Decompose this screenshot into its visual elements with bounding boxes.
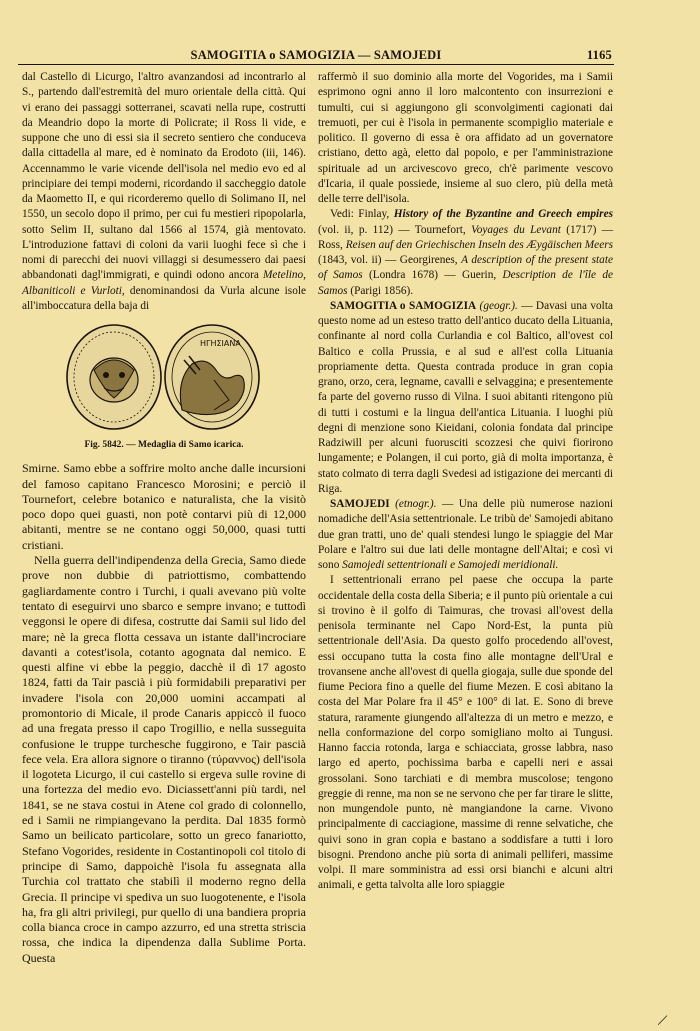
bib-text-5: (Londra 1678) — Guerin, xyxy=(362,269,503,282)
page-number: 1165 xyxy=(586,48,612,62)
entry-samojedi-headword: SAMOJEDI xyxy=(330,498,390,510)
left-paragraph-1 xyxy=(22,70,306,314)
entry-samogitia xyxy=(318,299,613,497)
bib-text-2: (vol. ii, p. 112) — Tournefort, xyxy=(318,223,472,236)
left-p1-text: dal Castello di Licurgo, l'altro avanzandosi ad incontrarlo al S., partendo dall'estremità del muro orientale della città. Qui vi erano dei passaggi sotterranei, scavati nella rupe, costrutti da Meandrio dopo la morte di Policrate; il Ross li vide, e suppone che uno di essi sia il secreto sentiero che conduceva dalla cittadella al mare, ed è nominato da Erodoto (iii, 146). Accennammo le varie vicende dell'isola nel medio evo ed al principiare dei tempi moderni, ricordando il saccheggio datole da Maometto II, e qui ricorderemo quello di Solimano II, nel 1550, un secolo dopo il primo, per cui fu mestieri ripopolarla, sotto Selim II, sultano dal 1566 al 1574, già mentovato. L'introduzione fattavi di coloni da varii luoghi fece sì che i nomi di parecchi dei nuovi villaggi si desumessero dai paesi abbandonati dagl'immigrati, e quindi odono ancora xyxy=(22,71,306,282)
bib-title-ross: Reisen auf den Griechischen Inseln des Æygäischen Meers xyxy=(345,238,614,251)
right-paragraph-1: raffermò il suo dominio alla morte del Vogorides, ma i Samii esprimono ogni anno il loro malcontento con insurrezioni e tumulti, cui si aggiungono gli sconvolgimenti cagionati dai tremuoti, per cui è l'isola in permanente scompiglio materiale e politico. Il governo di essa è ora affidato ad un governatore cristiano, detto agà, eletto dal popolo, e per l'amministrazione spirituale ad un arcivescovo greco, ch'è parimente vescovo d'Icaria, il quale possiede, insieme al suo clero, più della metà delle terre dell'isola. xyxy=(318,71,613,205)
header-rule xyxy=(18,64,614,65)
entry-samogitia-tag: (geogr.). xyxy=(476,299,518,312)
coin-figure xyxy=(22,320,306,436)
entry-samogitia-headword: SAMOGITIA o SAMOGIZIA xyxy=(330,299,477,312)
bib-title-guerin: Description de l'île de Samos xyxy=(318,269,613,297)
running-title: SAMOGITIA o SAMOGIZIA — SAMOJEDI xyxy=(190,48,442,62)
left-lower-block xyxy=(22,461,306,966)
vedi-label: Vedi: xyxy=(330,208,354,221)
entry-samogitia-text: — Davasi una volta questo nome ad un esteso tratto dell'antico ducato della Lituania, confinante al nord colla Curlandia e col Baltico, all'ovest col Baltico e colla Prussia, e al sud e all'est colla Lituania propriamente detta. Questa contrada produce in gran copia grano, orzo, cera, legname, cavalli e selvaggina; e presentemente fa parte del governo russo di Vilna. I suoi abitanti ritengono più di tutti i costumi e la lingua dell'antica Lituania. I luoghi più degni di menzione sono Kieidani, colonia fondata dal principe Radziwill per alcuni fuorusciti scozzesi che quivi fiorirono lungamente; e Polangen, il cui porto, già di molta importanza, è stato colmato di terra dagli Svedesi ad istigazione dei mercanti di Riga. xyxy=(318,299,613,495)
left-paragraph-3: Nella guerra dell'indipendenza della Grecia, Samo diede prove non dubbie di patriottismo, combattendo gagliardamente contro i Turchi, i quali avevano più volte tentato di eseguirvi uno sbarco e sempre invano; e tuttodì veggonsi le opere di difesa, costrutte dai Samii sul lido del mare; nè la greca flotta cessava un istante dall'incrociare davanti a cotest'isola, cotanto agognata dal nemico. E questi alfine vi ebbe la peggio, dacchè il dì 17 agosto 1824, fatti da Tair pascià i più formidabili preparativi per invadere l'isola con 20,000 uomini accampati al promontorio di Micale, il prode Canaris appiccò il fuoco ad una fregata presso il capo Trogillio, e nella susseguita confusione le truppe turchesche fuggirono, e Tair pascià fece vela. Era allora signore o tiranno (τύραννος) dell'isola il logoteta Licurgo, il cui castello si ergeva sulle rovine di una fortezza del medio evo. Diciassett'anni più tardi, nel 1841, se ne stava costui in Atene col grado di colonnello, ed i Samii ne rimpiangevano la perdita. Dal 1835 formò Samo un beilicato particolare, sotto un greco fanariotto, Stefano Vogorides, residente in Costantinopoli col titolo di principe di Samo, dappoichè l'isola fu assegnata alla Turchia col trattato che stabilì il moderno regno della Grecia. Il principe vi spediva un suo luogotenente, e l'isola ha, fra gli altri privilegi, pur quello di una bandiera propria colla bianca croce in campo azzurro, ed una stretta striscia rossa, che indica la dipendenza dalla Sublime Porta. Questa xyxy=(22,553,306,965)
left-column xyxy=(22,70,306,966)
bib-text-4: (1843, vol. ii) — Georgirenes, xyxy=(318,254,462,266)
entry-samojedi-tag: (etnogr.). xyxy=(389,498,437,510)
entry-samojedi xyxy=(318,497,613,573)
entry-samojedi-italic: Samojedi settentrionali e Samojedi meridionali. xyxy=(342,559,559,571)
entry-samojedi-text: — Una delle più numerose nazioni nomadiche dell'Asia settentrionale. Le tribù de' Samojedi abitano due gran tratti, uno de' quali stendesi lungo le spiaggie del Mar Polare e l'altro sui due lati delle montagne dell'Altai; e così vi sono xyxy=(318,498,613,571)
samos-coin-illustration xyxy=(64,320,264,434)
running-header xyxy=(20,46,612,66)
figure-caption: Fig. 5842. — Medaglia di Samo icarica. xyxy=(84,440,244,450)
right-paragraph-last: I settentrionali errano pel paese che occupa la parte occidentale della costa della Siberia; e il punto più orientale a cui si trovino è il golfo di Taimuras, che trovasi all'ovest della penisola terminante nel Capo Nord-Est, la punta più settentrionale dell'Asia. Da questo golfo procedendo all'ovest, essi occupano tutta la costa fino alle montagne dell'Ural e trovansene anche all'ovest di quella giogaja, sulle due sponde del fiume Peciora fino a quelle del fiume Mezen. E così abitano la costa del Mar Polare fra il 45° e 100° di lat. E. Sono di breve statura, raramente giungendo all'altezza di un metro e mezzo, e nella conformazione del corpo somigliano molto ai Tungusi. Hanno faccia rotonda, larga e schiacciata, grosse labbra, naso largo ed aperto, pochissima barba e capelli neri e assai grossolani. Sono tarchiati e di membra muscolose; tengono greggie di renne, ma non se ne servono che per far tirare le slitte, non mungendole punto, nè mangiandone la carne. Vivono principalmente di cacciagione, massime di renne selvatiche, che quivi sono in gran copia e bastano a soddisfare a tutti i loro bisogni. Prendono anche più sorta di animali pelliferi, massime volpi. Il mare somministra ad essi orsi bianchi e alcuni altri animali, e getta talvolta alle loro spiaggie xyxy=(318,574,613,892)
bib-text-3: (1717) — Ross, xyxy=(318,223,613,251)
bib-text-1: Finlay, xyxy=(353,208,394,221)
pencil-mark: / xyxy=(656,1009,670,1031)
bib-text-6: (Parigi 1856). xyxy=(347,284,414,297)
left-p1-end: denominandosi da Vurla alcune isole all'imboccatura della baja di xyxy=(22,284,307,312)
bibliography-paragraph xyxy=(318,207,613,299)
bib-title-finlay: History of the Byzantine and Greech empires xyxy=(393,208,613,221)
right-column xyxy=(318,70,613,894)
bib-title-tournefort: Voyages du Levant xyxy=(471,223,561,236)
coin-inscription: ΗΓΗΣΙΑΝΑ xyxy=(200,339,241,348)
bib-title-georgirenes: A description of the present state of Samos xyxy=(318,254,613,282)
left-p1-italic: Metelino, Albaniticoli e Vurloti, xyxy=(22,269,306,297)
left-paragraph-2: Smirne. Samo ebbe a soffrire molto anche dalle incursioni del famoso capitano Francesco Morosini; e perciò il Tournefort, celebre botanico e naturalista, che la visitò poco dopo quei guasti, non potè contarvi più di 12,000 abitanti, mentre se ne contano oggi 50,000, quasi tutti cristiani. xyxy=(22,461,306,552)
